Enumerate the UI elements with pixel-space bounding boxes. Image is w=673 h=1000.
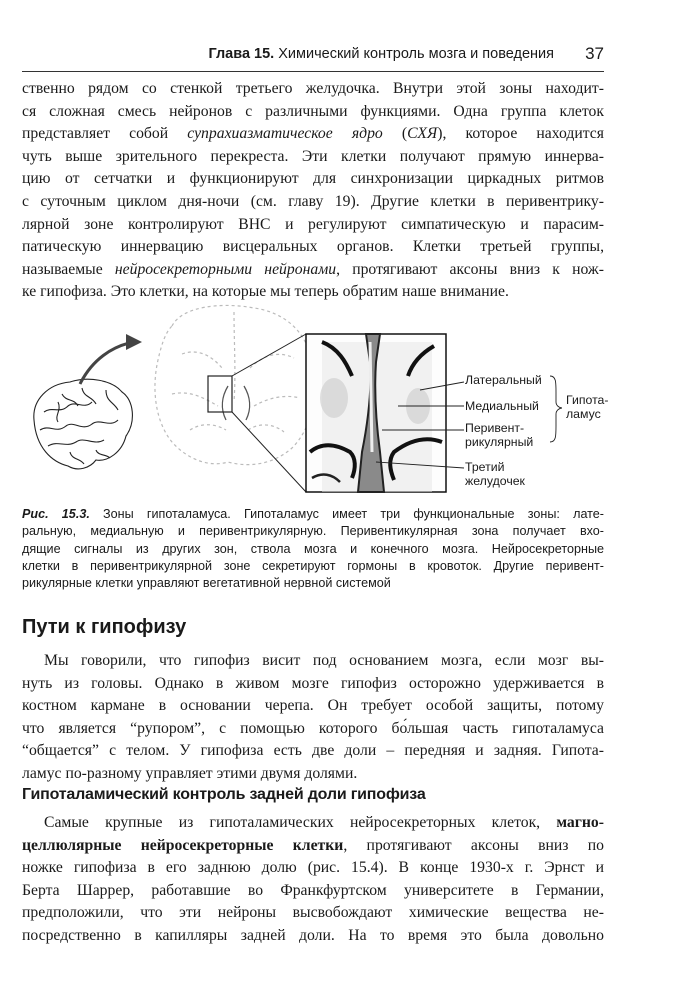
brain-lateral-drawing (34, 379, 133, 469)
label-medial: Медиальный (465, 399, 539, 413)
caption-line: клетки в перивентрикулярной зоне секретируют гормоны в кровоток. Другие перивент- (22, 558, 604, 573)
caption-id: Рис. 15.3. (22, 507, 90, 521)
chapter-label: Глава 15. (208, 46, 275, 62)
zoom-line-top (232, 334, 306, 376)
caption-line: дящие сигналы из других зон, ствола мозга и конечного мозга. Нейросекреторные (22, 541, 604, 556)
term-bold: магно- (556, 814, 604, 831)
paragraph-1 (22, 78, 604, 304)
label-periventricular: Перивент- рикулярный (465, 421, 534, 449)
figure-caption (22, 506, 604, 592)
ventricle-lines (222, 386, 249, 420)
term-abbr: СХЯ (407, 125, 438, 143)
text-line: Берта Шаррер, работавшие во Франкфуртском университете в Германии, (22, 881, 604, 899)
text-line: лярной зоне контролируют ВНС и регулируют симпатическую и парасим- (22, 215, 604, 233)
label-hypothalamus: Гипота- ламус (566, 393, 609, 421)
figure-15-3 (22, 302, 609, 497)
zoom-line-bottom (232, 412, 306, 492)
text-line: ственно рядом со стенкой третьего желудочка. Внутри этой зоны находит- (22, 80, 604, 97)
caption-line: рикулярные клетки управляют вегетативной нервной системой (22, 576, 391, 591)
text-line: посредственно в капилляры задней доли. На то время это была довольно (22, 926, 604, 944)
selection-box (208, 376, 232, 412)
text-line: чуть выше зрительного перекреста. Эти клетки получают прямую иннерва- (22, 147, 604, 165)
paragraph-2 (22, 650, 604, 786)
text-line: предположили, что эти нейроны высвобождают химические вещества не- (22, 904, 604, 922)
text-line: ся сложная смесь нейронов с различными функциями. Одна группа клеток (22, 102, 604, 120)
text-line: нуть из головы. Однако в живом мозге гипофиз осторожно удерживается в (22, 674, 604, 692)
text-line: костном кармане в основании черепа. Он требует особой защиты, потому (22, 697, 604, 715)
label-third-ventricle: Третий желудочек (465, 460, 525, 488)
term-bold: целлюлярные нейросекреторные клетки (22, 836, 344, 854)
magnified-panel (306, 334, 446, 492)
arrow-head-icon (126, 334, 142, 350)
text-line: целлюлярные нейросекреторные клетки, протягивают аксоны вниз по (22, 836, 605, 854)
paragraph-3 (22, 812, 604, 948)
chapter-heading (208, 46, 554, 62)
text-line: ножке гипофиза в его заднюю долю (рис. 15.4). В конце 1930-х г. Эрнст и (22, 859, 604, 877)
subsection-heading: Гипоталамический контроль задней доли гипофиза (22, 786, 426, 803)
text-line: что является “рупором”, с помощью которого бо́льшая часть гипоталамуса (22, 719, 604, 737)
running-header (22, 44, 604, 66)
header-rule (22, 71, 604, 72)
text-line: Мы говорили, что гипофиз висит под основанием мозга, если мозг вы- (44, 652, 604, 669)
term-neurosecretory: нейросекреторными нейронами (114, 260, 337, 278)
chapter-title: Химический контроль мозга и поведения (278, 46, 554, 62)
coronal-section-drawing (155, 305, 314, 464)
caption-line: ральную, медиальную и перивентрикулярную. Перивентикулярная зона получает вхо- (22, 524, 604, 539)
text-line: цию от сетчатки и функционируют для синхронизации циркадных ритмов (22, 170, 604, 188)
arrow-icon (80, 342, 134, 384)
text-line: представляет собой супрахиазматическое ядро (СХЯ), которое находится (22, 125, 604, 143)
term-sch: супрахиазматическое ядро (187, 125, 383, 143)
caption-line: Рис. 15.3. Зоны гипоталамуса. Гипоталамус имеет три функциональные зоны: лате- (22, 507, 604, 521)
label-lateral: Латеральный (465, 373, 542, 387)
text-line: ламус по-разному управляет этими двумя долями. (22, 764, 358, 782)
text-line: ке гипофиза. Это клетки, на которые мы теперь обратим наше внимание. (22, 283, 509, 301)
page-number: 37 (585, 44, 604, 63)
text-line: “общается” с телом. У гипофиза есть две доли – передняя и задняя. Гипота- (22, 742, 604, 760)
text-line: с суточным циклом дня-ночи (см. главу 19). Другие клетки в перивентрику- (22, 192, 604, 210)
section-heading: Пути к гипофизу (22, 616, 187, 638)
text-line: называемые нейросекреторными нейронами, протягивают аксоны вниз к нож- (22, 260, 604, 278)
text-line: Самые крупные из гипоталамических нейросекреторных клеток, магно- (44, 814, 604, 831)
text-line: патическую иннервацию висцеральных органов. Клетки третьей группы, (22, 238, 604, 256)
